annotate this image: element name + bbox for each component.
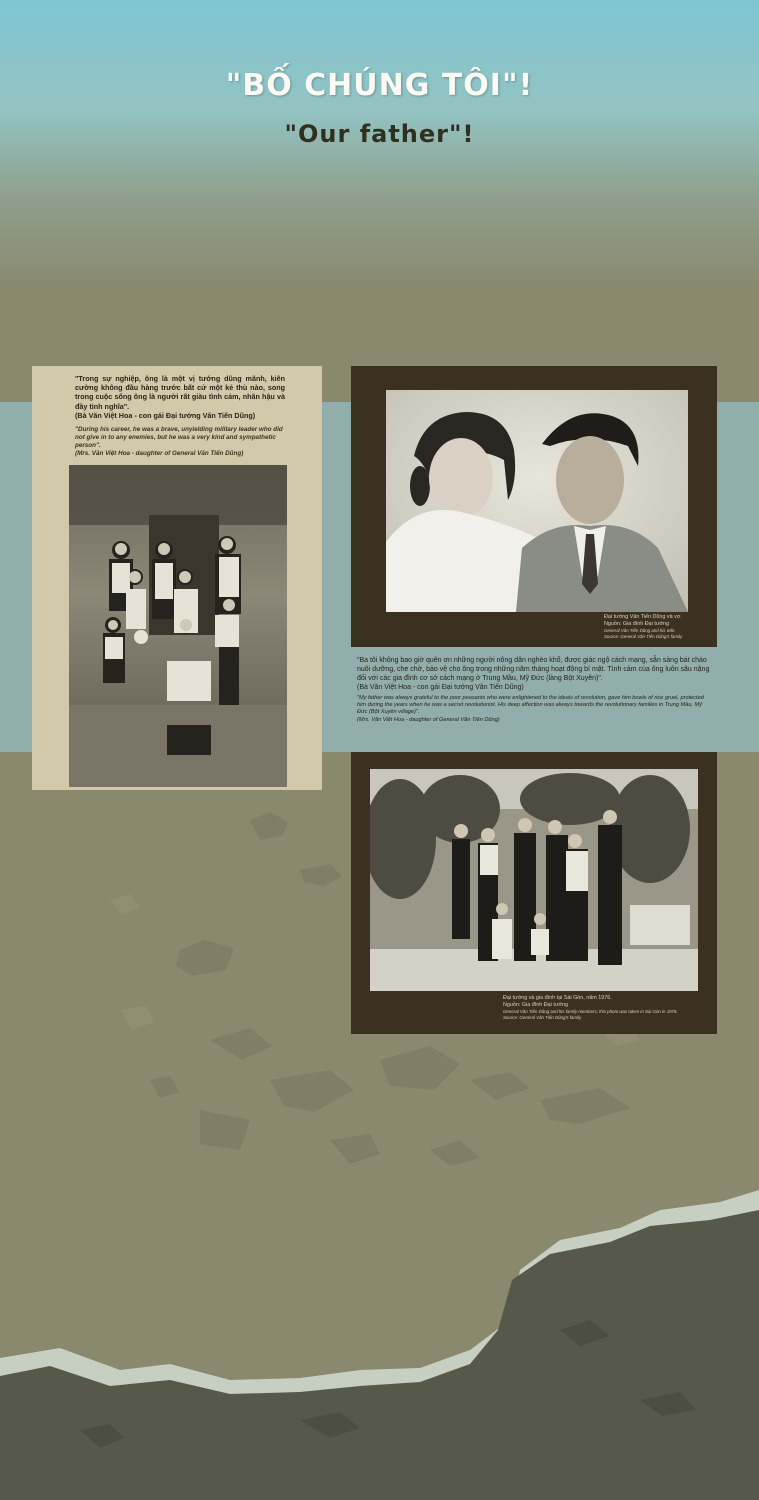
family-group-photo: [69, 465, 287, 787]
portrait-caption-vn-line2: Nguồn: Gia đình Đại tướng: [604, 621, 669, 628]
middle-quote-vietnamese-source: (Bà Văn Việt Hoa - con gái Đại tướng Văn Tiến Dũng): [357, 683, 524, 691]
portrait-caption-en-line1: General Văn Tiến Dũng and his wife.: [604, 628, 676, 634]
saigon-caption-en-line1: General Văn Tiến Dũng and his family members; this photo was taken in Sài Gòn in 1976.: [503, 1009, 678, 1015]
general-and-wife-portrait-photo: [386, 390, 688, 612]
middle-quote-english: "My father was always grateful to the poor peasants who were enlightened to the ideals of revolution, gave him bowls of rice gruel, protected him during the years when he was a secret revolutionist. His deep affection was always towards the revolutionary families in Trung Mầu, Mỹ Đức (Bột Xuyên village)".: [357, 694, 704, 716]
torn-paper-bottom-edge: [0, 1180, 759, 1500]
left-quote: [75, 374, 285, 457]
saigon-photo-caption: [503, 995, 713, 1020]
middle-quote-english-source: (Mrs. Văn Việt Hoa - daughter of General Văn Tiến Dũng): [357, 716, 500, 723]
left-quote-english: "During his career, he was a brave, unyielding military leader who did not give in to any enemies, but he was a very kind and sympathetic person".: [75, 425, 283, 450]
portrait-caption-vn-line1: Đại tướng Văn Tiến Dũng và vợ.: [604, 614, 682, 620]
exhibit-title-vietnamese: "BỐ CHÚNG TÔI"!: [225, 68, 534, 103]
left-quote-vietnamese: "Trong sự nghiệp, ông là một vị tướng dũng mãnh, kiên cường không đầu hàng trước bất cứ một kẻ thù nào, song trong cuộc sống ông là người rất giàu tình cảm, nhân hậu và đầy tình nghĩa".: [75, 374, 285, 411]
exhibit-title-english: "Our father"!: [284, 120, 475, 148]
family-in-saigon-photo: [370, 769, 698, 991]
saigon-caption-en-line2: Source: General Văn Tiến Dũng's family: [503, 1014, 582, 1020]
portrait-caption-en-line2: Source: General Văn Tiến Dũng's family: [604, 633, 683, 639]
left-quote-vietnamese-source: (Bà Văn Việt Hoa - con gái Đại tướng Văn Tiến Dũng): [75, 410, 256, 420]
middle-quote-vietnamese: "Ba tôi không bao giờ quên ơn những người nông dân nghèo khổ, được giác ngộ cách mạng, sẵn sàng bát cháo nuôi dưỡng, che chở, bảo vệ cho ông trong những năm tháng hoạt động bí mật. Tình cảm của ông luôn sâu nặng đối với các gia đình cơ sở cách mạng ở Trung Mầu, Mỹ Đức (làng Bột Xuyên)".: [357, 657, 710, 683]
saigon-caption-vn-line2: Nguồn: Gia đình Đại tướng: [503, 1002, 568, 1009]
portrait-photo-caption: [604, 614, 714, 639]
saigon-caption-vn-line1: Đại tướng và gia đình tại Sài Gòn, năm 1976.: [503, 995, 612, 1001]
middle-quote: [357, 656, 713, 723]
left-quote-english-source: (Mrs. Văn Việt Hoa - daughter of General Văn Tiến Dũng): [75, 450, 244, 458]
